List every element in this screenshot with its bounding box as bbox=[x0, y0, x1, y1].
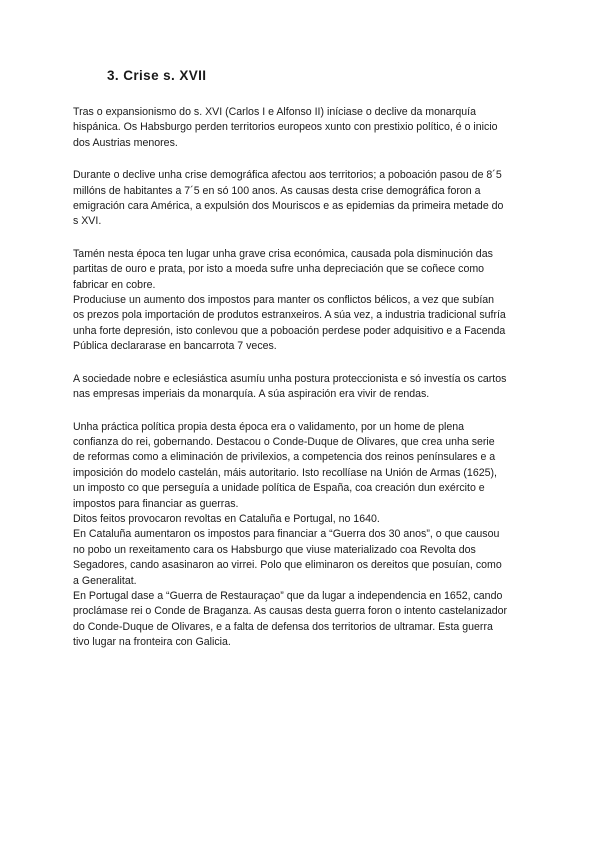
text-line: Ditos feitos provocaron revoltas en Cataluña e Portugal, no 1640. bbox=[73, 512, 380, 525]
section-title: 3. Crise s. XVII bbox=[107, 68, 207, 83]
text-line: Durante o declive unha crise demográfica afectou aos territorios; a poboación pasou de 8´5 bbox=[73, 169, 502, 182]
text-line: millóns de habitantes a 7´5 en só 100 anos. As causas desta crise demográfica foron a bbox=[73, 184, 481, 197]
document-body bbox=[73, 105, 540, 651]
text-line: Tamén nesta época ten lugar unha grave crisa económica, causada pola disminución das bbox=[73, 247, 493, 260]
paragraph-1 bbox=[73, 105, 540, 151]
text-line: emigración cara América, a expulsión dos Mouriscos e as epidemias da primeira metade do bbox=[73, 200, 504, 213]
text-line: do Conde-Duque de Olivares, e a falta de defensa dos territorios de ultramar. Esta guerra bbox=[73, 620, 493, 633]
text-line: un imposto co que perseguía a unidade política de España, coa creación dun exército e bbox=[73, 482, 485, 495]
paragraph-2 bbox=[73, 168, 540, 230]
text-line: En Cataluña aumentaron os impostos para financiar a “Guerra dos 30 anos”, o que causou bbox=[73, 528, 500, 541]
text-line: de reformas como a eliminación de privilexios, a competencia dos reinos penínsulares e a bbox=[73, 451, 496, 464]
text-line: proclámase rei o Conde de Braganza. As causas desta guerra foron o intento castelanizador bbox=[73, 605, 508, 618]
text-line: dos Austrias menores. bbox=[73, 136, 178, 149]
text-line: nas empresas imperiais da monarquía. A súa aspiración era vivir de rendas. bbox=[73, 388, 430, 401]
text-line: hispánica. Os Habsburgo perden territorios europeos xunto con prestixio político, é o inicio bbox=[73, 121, 498, 134]
text-line: En Portugal dase a “Guerra de Restauraçao” que da lugar a independencia en 1652, cando bbox=[73, 589, 503, 602]
text-line: no pobo un rexeitamento cara os Habsburgo que viuse materializado coa Revolta dos bbox=[73, 543, 476, 556]
text-line: tivo lugar na fronteira con Galicia. bbox=[73, 636, 231, 649]
text-line: confianza do rei, gobernando. Destacou o Conde-Duque de Olivares, que crea unha serie bbox=[73, 435, 495, 448]
text-line: A sociedade nobre e eclesiástica asumíu unha postura proteccionista e só investía os cartos bbox=[73, 372, 507, 385]
text-line: os prezos pola importación de produtos estranxeiros. A súa vez, a industria tradicional sufría bbox=[73, 309, 506, 322]
paragraph-3 bbox=[73, 247, 540, 355]
text-line: Unha práctica política propia desta época era o validamento, por un home de plena bbox=[73, 420, 465, 433]
text-line: imposición do modelo castelán, máis autoritario. Isto recollíase na Unión de Armas (1625), bbox=[73, 466, 497, 479]
text-line: s XVI. bbox=[73, 215, 102, 228]
text-line: unha forte depresión, isto conlevou que a poboación perdese poder adquisitivo e a Facenda bbox=[73, 324, 506, 337]
text-line: Segadores, cando asasinaron ao virrei. Polo que eliminaron os dereitos que posuían, como bbox=[73, 559, 502, 572]
paragraph-5 bbox=[73, 420, 540, 651]
text-line: Pública declararase en bancarrota 7 veces. bbox=[73, 340, 277, 353]
paragraph-4 bbox=[73, 372, 540, 403]
text-line: Tras o expansionismo do s. XVI (Carlos I e Alfonso II) iníciase o declive da monarquía bbox=[73, 106, 476, 118]
text-line: a Generalitat. bbox=[73, 574, 137, 587]
text-line: fabricar en cobre. bbox=[73, 278, 156, 291]
text-line: Produciuse un aumento dos impostos para manter os conflictos bélicos, a vez que subían bbox=[73, 294, 495, 307]
text-line: partitas de ouro e prata, por isto a moeda sufre unha depreciación que se coñece como bbox=[73, 263, 485, 276]
text-line: impostos para financiar as guerras. bbox=[73, 497, 239, 510]
